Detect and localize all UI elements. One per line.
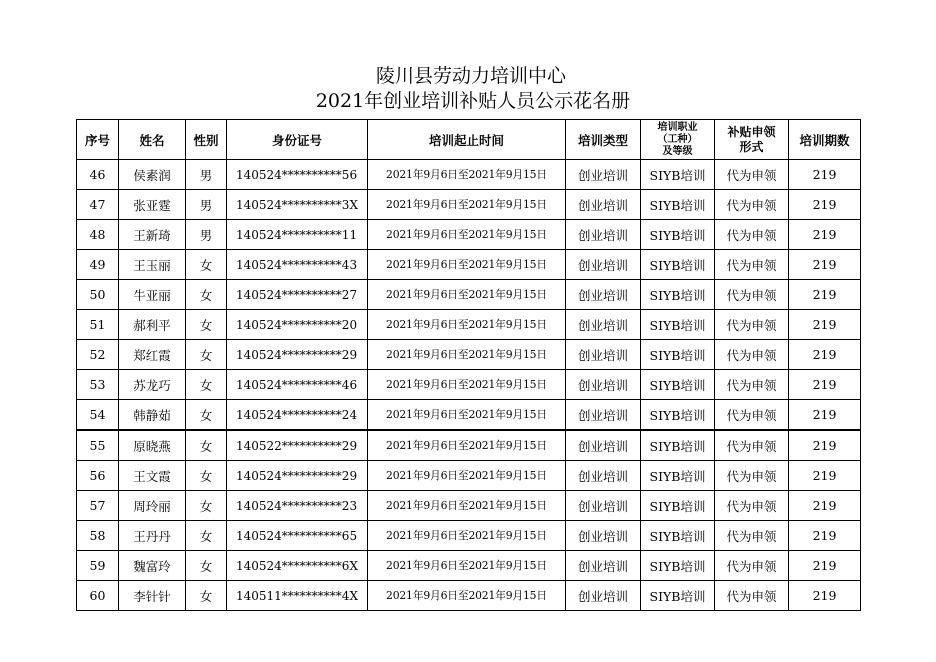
cell-batch: 219: [789, 430, 861, 461]
cell-period: 2021年9月6日至2021年9月15日: [368, 190, 566, 220]
cell-subsidy: 代为申领: [715, 310, 789, 340]
table-row: [77, 400, 861, 431]
cell-id: 140524**********27: [227, 280, 368, 310]
cell-gender: 女: [186, 400, 227, 431]
cell-name: 王玉丽: [119, 250, 186, 280]
cell-gender: 女: [186, 551, 227, 581]
cell-id: 140524**********23: [227, 491, 368, 521]
cell-name: 张亚霆: [119, 190, 186, 220]
cell-subsidy: 代为申领: [715, 430, 789, 461]
header-seq: 序号: [77, 120, 119, 160]
table-row: [77, 581, 861, 611]
cell-period: 2021年9月6日至2021年9月15日: [368, 340, 566, 370]
cell-batch: 219: [789, 461, 861, 491]
header-batch: 培训期数: [789, 120, 861, 160]
cell-type: 创业培训: [566, 220, 641, 250]
header-job-line2: （工种）: [657, 133, 698, 145]
table-row: [77, 160, 861, 190]
cell-period: 2021年9月6日至2021年9月15日: [368, 430, 566, 461]
cell-seq: 59: [77, 551, 119, 581]
cell-job: SIYB培训: [641, 491, 715, 521]
header-gender: 性别: [186, 120, 227, 160]
cell-id: 140524**********11: [227, 220, 368, 250]
cell-batch: 219: [789, 551, 861, 581]
cell-type: 创业培训: [566, 521, 641, 551]
title-roster: 2021年创业培训补贴人员公示花名册: [315, 90, 631, 112]
table-row: [77, 491, 861, 521]
header-id: 身份证号: [227, 120, 368, 160]
cell-gender: 女: [186, 340, 227, 370]
cell-period: 2021年9月6日至2021年9月15日: [368, 581, 566, 611]
cell-name: 韩静茹: [119, 400, 186, 431]
table-row: [77, 220, 861, 250]
cell-job: SIYB培训: [641, 461, 715, 491]
cell-job: SIYB培训: [641, 340, 715, 370]
cell-job: SIYB培训: [641, 370, 715, 400]
cell-gender: 女: [186, 581, 227, 611]
cell-gender: 男: [186, 220, 227, 250]
cell-period: 2021年9月6日至2021年9月15日: [368, 491, 566, 521]
cell-type: 创业培训: [566, 581, 641, 611]
cell-seq: 48: [77, 220, 119, 250]
cell-seq: 50: [77, 280, 119, 310]
cell-job: SIYB培训: [641, 220, 715, 250]
header-row: [77, 120, 861, 160]
cell-batch: 219: [789, 310, 861, 340]
cell-gender: 女: [186, 521, 227, 551]
cell-name: 王丹丹: [119, 521, 186, 551]
cell-batch: 219: [789, 250, 861, 280]
cell-period: 2021年9月6日至2021年9月15日: [368, 220, 566, 250]
cell-subsidy: 代为申领: [715, 400, 789, 431]
cell-id: 140511**********4X: [227, 581, 368, 611]
cell-period: 2021年9月6日至2021年9月15日: [368, 370, 566, 400]
cell-type: 创业培训: [566, 160, 641, 190]
cell-gender: 男: [186, 190, 227, 220]
cell-name: 郝利平: [119, 310, 186, 340]
cell-id: 140524**********43: [227, 250, 368, 280]
cell-type: 创业培训: [566, 551, 641, 581]
table-row: [77, 430, 861, 461]
cell-job: SIYB培训: [641, 280, 715, 310]
cell-seq: 55: [77, 430, 119, 461]
table-row: [77, 250, 861, 280]
cell-seq: 56: [77, 461, 119, 491]
cell-subsidy: 代为申领: [715, 370, 789, 400]
cell-subsidy: 代为申领: [715, 340, 789, 370]
cell-period: 2021年9月6日至2021年9月15日: [368, 400, 566, 431]
header-period: 培训起止时间: [368, 120, 566, 160]
cell-gender: 女: [186, 370, 227, 400]
cell-name: 王文霞: [119, 461, 186, 491]
table-row: [77, 551, 861, 581]
document-title: [0, 64, 936, 114]
cell-id: 140524**********20: [227, 310, 368, 340]
cell-subsidy: 代为申领: [715, 551, 789, 581]
cell-id: 140524**********29: [227, 340, 368, 370]
header-job: [641, 120, 715, 160]
cell-seq: 52: [77, 340, 119, 370]
cell-batch: 219: [789, 581, 861, 611]
cell-id: 140522**********29: [227, 430, 368, 461]
cell-seq: 51: [77, 310, 119, 340]
roster-body: [77, 160, 861, 611]
cell-type: 创业培训: [566, 491, 641, 521]
cell-id: 140524**********46: [227, 370, 368, 400]
cell-type: 创业培训: [566, 250, 641, 280]
header-type: 培训类型: [566, 120, 641, 160]
cell-subsidy: 代为申领: [715, 160, 789, 190]
cell-job: SIYB培训: [641, 581, 715, 611]
cell-name: 牛亚丽: [119, 280, 186, 310]
cell-period: 2021年9月6日至2021年9月15日: [368, 310, 566, 340]
cell-subsidy: 代为申领: [715, 220, 789, 250]
cell-name: 周玲丽: [119, 491, 186, 521]
cell-period: 2021年9月6日至2021年9月15日: [368, 280, 566, 310]
header-subsidy-line2: 形式: [739, 139, 764, 154]
cell-batch: 219: [789, 220, 861, 250]
cell-name: 王新琦: [119, 220, 186, 250]
cell-batch: 219: [789, 280, 861, 310]
cell-id: 140524**********3X: [227, 190, 368, 220]
cell-period: 2021年9月6日至2021年9月15日: [368, 521, 566, 551]
cell-gender: 女: [186, 280, 227, 310]
cell-gender: 女: [186, 430, 227, 461]
cell-type: 创业培训: [566, 370, 641, 400]
table-row: [77, 190, 861, 220]
cell-job: SIYB培训: [641, 551, 715, 581]
cell-type: 创业培训: [566, 430, 641, 461]
cell-subsidy: 代为申领: [715, 581, 789, 611]
table-row: [77, 340, 861, 370]
cell-type: 创业培训: [566, 190, 641, 220]
cell-type: 创业培训: [566, 400, 641, 431]
header-job-line1: 培训职业: [657, 121, 698, 133]
cell-subsidy: 代为申领: [715, 461, 789, 491]
table-row: [77, 310, 861, 340]
cell-subsidy: 代为申领: [715, 190, 789, 220]
cell-seq: 57: [77, 491, 119, 521]
cell-type: 创业培训: [566, 310, 641, 340]
cell-name: 原晓燕: [119, 430, 186, 461]
roster-table: [76, 119, 861, 611]
cell-subsidy: 代为申领: [715, 491, 789, 521]
header-name: 姓名: [119, 120, 186, 160]
cell-name: 侯素润: [119, 160, 186, 190]
cell-seq: 58: [77, 521, 119, 551]
cell-batch: 219: [789, 400, 861, 431]
cell-period: 2021年9月6日至2021年9月15日: [368, 250, 566, 280]
table-row: [77, 370, 861, 400]
cell-id: 140524**********65: [227, 521, 368, 551]
header-subsidy-line1: 补贴申领: [727, 124, 776, 139]
cell-id: 140524**********6X: [227, 551, 368, 581]
cell-subsidy: 代为申领: [715, 521, 789, 551]
cell-period: 2021年9月6日至2021年9月15日: [368, 461, 566, 491]
cell-period: 2021年9月6日至2021年9月15日: [368, 160, 566, 190]
cell-seq: 53: [77, 370, 119, 400]
header-job-line3: 及等级: [662, 145, 693, 157]
cell-gender: 女: [186, 310, 227, 340]
cell-job: SIYB培训: [641, 310, 715, 340]
cell-seq: 60: [77, 581, 119, 611]
cell-job: SIYB培训: [641, 190, 715, 220]
cell-name: 魏富玲: [119, 551, 186, 581]
cell-seq: 47: [77, 190, 119, 220]
cell-id: 140524**********29: [227, 461, 368, 491]
cell-subsidy: 代为申领: [715, 250, 789, 280]
cell-gender: 男: [186, 160, 227, 190]
table-row: [77, 521, 861, 551]
cell-batch: 219: [789, 370, 861, 400]
cell-job: SIYB培训: [641, 400, 715, 431]
cell-seq: 46: [77, 160, 119, 190]
cell-batch: 219: [789, 491, 861, 521]
cell-type: 创业培训: [566, 461, 641, 491]
cell-batch: 219: [789, 160, 861, 190]
cell-seq: 54: [77, 400, 119, 431]
cell-period: 2021年9月6日至2021年9月15日: [368, 551, 566, 581]
header-subsidy: [715, 120, 789, 160]
cell-gender: 女: [186, 461, 227, 491]
cell-job: SIYB培训: [641, 430, 715, 461]
cell-batch: 219: [789, 340, 861, 370]
title-organization: 陵川县劳动力培训中心: [375, 65, 566, 87]
cell-name: 苏龙巧: [119, 370, 186, 400]
cell-name: 李针针: [119, 581, 186, 611]
cell-batch: 219: [789, 190, 861, 220]
cell-type: 创业培训: [566, 280, 641, 310]
cell-subsidy: 代为申领: [715, 280, 789, 310]
cell-name: 郑红霞: [119, 340, 186, 370]
cell-id: 140524**********24: [227, 400, 368, 431]
cell-seq: 49: [77, 250, 119, 280]
table-row: [77, 461, 861, 491]
cell-batch: 219: [789, 521, 861, 551]
cell-gender: 女: [186, 491, 227, 521]
cell-job: SIYB培训: [641, 521, 715, 551]
cell-job: SIYB培训: [641, 250, 715, 280]
cell-job: SIYB培训: [641, 160, 715, 190]
table-row: [77, 280, 861, 310]
cell-type: 创业培训: [566, 340, 641, 370]
cell-gender: 女: [186, 250, 227, 280]
cell-id: 140524**********56: [227, 160, 368, 190]
